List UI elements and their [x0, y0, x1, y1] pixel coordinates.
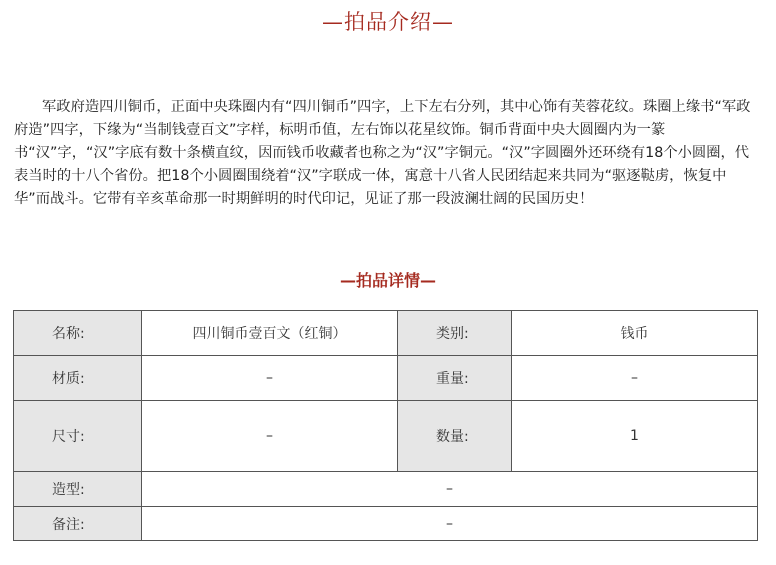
size-value: –: [142, 401, 398, 472]
name-value: 四川铜币壹百文（红铜）: [142, 311, 398, 356]
shape-label: 造型:: [14, 472, 142, 507]
table-row: [14, 507, 758, 541]
category-label: 类别:: [398, 311, 512, 356]
quantity-label: 数量:: [398, 401, 512, 472]
material-value: –: [142, 356, 398, 401]
note-value: –: [142, 507, 758, 541]
name-label: 名称:: [14, 311, 142, 356]
table-row: [14, 356, 758, 401]
table-row: [14, 472, 758, 507]
item-description: 军政府造四川铜币，正面中央珠圈内有“四川铜币”四字，上下左右分列，其中心饰有芙蓉花纹。珠圈上缘书“军政府造”四字，下缘为“当制钱壹百文”字样，标明币值，左右饰以花星纹饰。铜币背面中央大圆圈内为一篆书“汉”字，“汉”字底有数十条横直纹，因而钱币收藏者也称之为“汉”字铜元。“汉”字圆圈外还环绕有18个小圆圈，代表当时的十八个省份。把18个小圆圈围绕着“汉”字联成一体，寓意十八省人民团结起来共同为“驱逐鞑虏，恢复中华”而战斗。它带有辛亥革命那一时期鲜明的时代印记，见证了那一段波澜壮阔的民国历史！: [14, 99, 751, 208]
intro-section-title: —拍品介绍—: [322, 10, 454, 34]
note-label: 备注:: [14, 507, 142, 541]
weight-label: 重量:: [398, 356, 512, 401]
quantity-value: 1: [512, 401, 758, 472]
shape-value: –: [142, 472, 758, 507]
details-section-title: —拍品详情—: [339, 271, 436, 290]
table-row: [14, 401, 758, 472]
category-value: 钱币: [512, 311, 758, 356]
weight-value: –: [512, 356, 758, 401]
material-label: 材质:: [14, 356, 142, 401]
table-row: [14, 311, 758, 356]
size-label: 尺寸:: [14, 401, 142, 472]
item-details-table: [13, 310, 758, 541]
